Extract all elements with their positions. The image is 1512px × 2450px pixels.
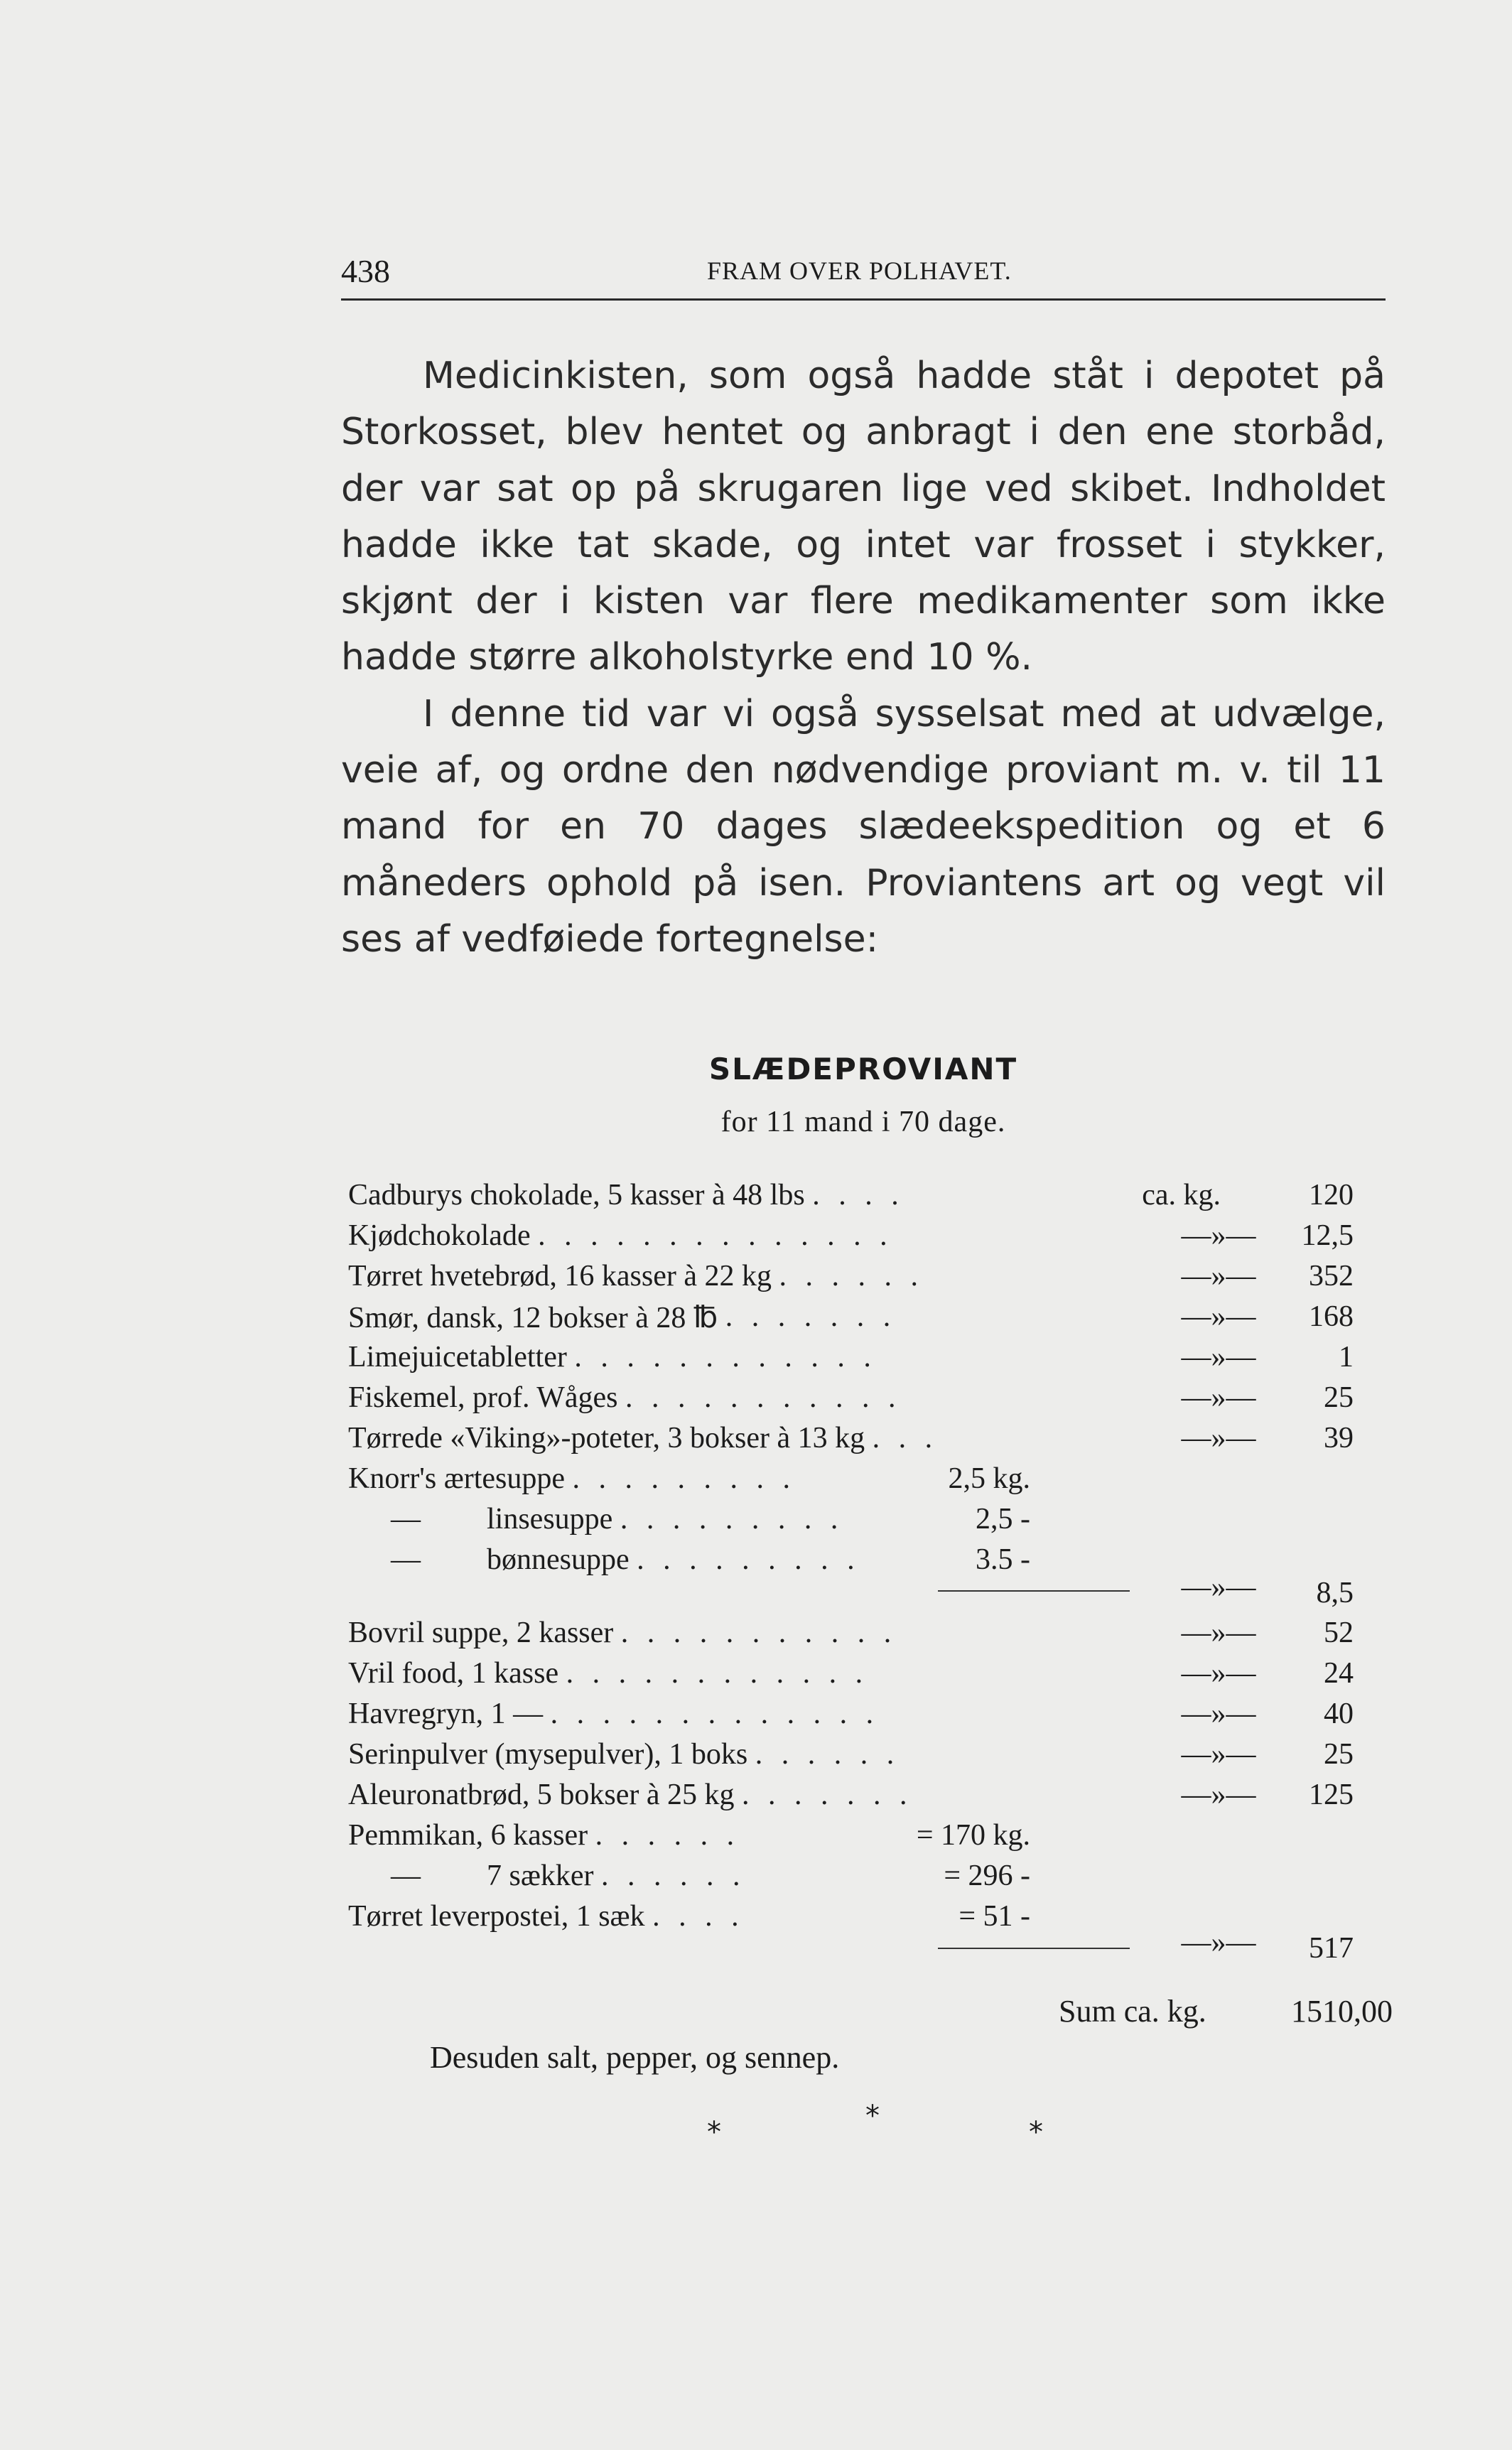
ditto-dash: —: [391, 1860, 421, 1892]
table-subrow: [348, 1859, 1393, 1899]
item-name: Pemmikan, 6 kasser . . . . . .: [348, 1819, 740, 1852]
item-name: Serinpulver (mysepulver), 1 boks . . . . . .: [348, 1738, 900, 1771]
item-subquantity: = 170 kg.: [916, 1819, 1030, 1852]
asterism-star-icon: *: [707, 2116, 721, 2149]
item-name: Knorr's ærtesuppe . . . . . . . . .: [348, 1462, 796, 1495]
ditto-mark: —»—: [1181, 1698, 1256, 1730]
item-name: Bovril suppe, 2 kasser . . . . . . . . . . .: [348, 1617, 897, 1649]
item-name: Tørrede «Viking»-poteter, 3 bokser à 13 kg . . .: [348, 1422, 939, 1455]
ditto-mark: —»—: [1181, 1926, 1256, 1959]
table-row: [348, 1697, 1393, 1737]
ditto-mark: —»—: [1181, 1260, 1256, 1293]
item-weight: 25: [1324, 1738, 1354, 1771]
table-row: [348, 1570, 1393, 1610]
footnote: Desuden salt, pepper, og sennep.: [430, 2040, 840, 2075]
ditto-mark: —»—: [1181, 1341, 1256, 1374]
asterism-star-icon: *: [1029, 2116, 1043, 2149]
item-weight: 168: [1309, 1300, 1354, 1333]
ditto-mark: —»—: [1181, 1738, 1256, 1771]
running-head: [341, 249, 1386, 301]
item-weight: 40: [1324, 1698, 1354, 1730]
page-number: 438: [341, 253, 390, 289]
ditto-mark: —»—: [1181, 1422, 1256, 1455]
paragraph-provisions: I denne tid var vi også sysselsat med at udvælge, veie af, og ordne den nødvendige proviant m. v. til 11 mand for en 70 dages slædeekspedition og et 6 måneders ophold på isen. Proviantens art og vegt vil ses af vedføiede fortegnelse:: [341, 692, 1386, 961]
item-subquantity: 2,5 kg.: [948, 1462, 1030, 1495]
item-name: Vril food, 1 kasse . . . . . . . . . . . .: [348, 1657, 869, 1690]
ditto-dash: —: [391, 1543, 421, 1576]
item-weight: 120: [1309, 1179, 1354, 1211]
item-weight: 517: [1309, 1932, 1354, 1965]
ditto-mark: —»—: [1181, 1617, 1256, 1649]
item-weight: 12,5: [1301, 1219, 1354, 1252]
body-text: [341, 348, 1386, 968]
item-name: Tørret leverpostei, 1 sæk . . . .: [348, 1900, 745, 1933]
ditto-mark: —»—: [1181, 1571, 1256, 1604]
ditto-mark: —»—: [1181, 1300, 1256, 1333]
table-subrow: [348, 1502, 1393, 1542]
table-title: SLÆDEPROVIANT: [708, 1052, 1018, 1086]
ditto-mark: —»—: [1181, 1219, 1256, 1252]
item-weight: 1: [1339, 1341, 1354, 1374]
item-name: Havregryn, 1 — . . . . . . . . . . . . .: [348, 1698, 880, 1730]
item-subquantity: = 296 -: [944, 1860, 1030, 1892]
item-unit: ca. kg.: [1142, 1179, 1221, 1211]
table-row: [348, 1259, 1393, 1299]
table-subtitle: for 11 mand i 70 dage.: [720, 1106, 1006, 1138]
table-row: [348, 1926, 1393, 1965]
table-subrow: [348, 1462, 1393, 1501]
item-name: Cadburys chokolade, 5 kasser à 48 lbs . . . .: [348, 1179, 904, 1211]
item-subquantity: 2,5 -: [976, 1503, 1030, 1536]
item-name: linsesuppe . . . . . . . . .: [487, 1503, 844, 1536]
sum-label: Sum ca. kg.: [1059, 1994, 1206, 2029]
item-weight: 125: [1309, 1779, 1354, 1811]
table-row: [348, 1300, 1393, 1339]
ditto-dash: —: [391, 1503, 421, 1536]
table-row: [348, 1381, 1393, 1420]
paragraph-medicine-chest: Medicinkisten, som også hadde ståt i depotet på Storkosset, blev hentet og anbragt i den ene storbåd, der var sat op på skrugaren lige ved skibet. Indholdet hadde ikke tat skade, og intet var frosset i stykker, skjønt der i kisten var flere medikamenter som ikke hadde større alkoholstyrke end 10 %.: [341, 355, 1386, 679]
item-name: Tørret hvetebrød, 16 kasser à 22 kg . . . . . .: [348, 1260, 924, 1293]
item-weight: 39: [1324, 1422, 1354, 1455]
item-name: bønnesuppe . . . . . . . . .: [487, 1543, 860, 1576]
item-weight: 24: [1324, 1657, 1354, 1690]
table-row: [348, 1340, 1393, 1380]
item-weight: 352: [1309, 1260, 1354, 1293]
item-weight: 8,5: [1316, 1577, 1354, 1609]
sum-value: 1510,00: [1291, 1994, 1393, 2029]
table-row: [348, 1178, 1393, 1218]
table-subrow: [348, 1818, 1393, 1858]
item-subquantity: = 51 -: [958, 1900, 1030, 1933]
item-name: Aleuronatbrød, 5 bokser à 25 kg . . . . . . .: [348, 1779, 913, 1811]
item-name: Limejuicetabletter . . . . . . . . . . . .: [348, 1341, 877, 1374]
running-title: FRAM OVER POLHAVET.: [707, 257, 1012, 285]
ditto-mark: —»—: [1181, 1779, 1256, 1811]
table-row: [348, 1421, 1393, 1461]
item-name: Fiskemel, prof. Wåges . . . . . . . . . . .: [348, 1381, 902, 1414]
ditto-mark: —»—: [1181, 1657, 1256, 1690]
item-subquantity: 3.5 -: [976, 1543, 1030, 1576]
asterism-star-icon: *: [865, 2100, 880, 2132]
item-name: Kjødchokolade . . . . . . . . . . . . . .: [348, 1219, 893, 1252]
table-row: [348, 1616, 1393, 1656]
table-row: [348, 1778, 1393, 1818]
table-row: [348, 1219, 1393, 1258]
item-name: 7 sækker . . . . . .: [487, 1860, 746, 1892]
item-name: Smør, dansk, 12 bokser à 28 ℔ . . . . . . .: [348, 1300, 897, 1334]
item-weight: 25: [1324, 1381, 1354, 1414]
table-row: [348, 1656, 1393, 1696]
ditto-mark: —»—: [1181, 1381, 1256, 1414]
table-row: [348, 1737, 1393, 1777]
item-weight: 52: [1324, 1617, 1354, 1649]
